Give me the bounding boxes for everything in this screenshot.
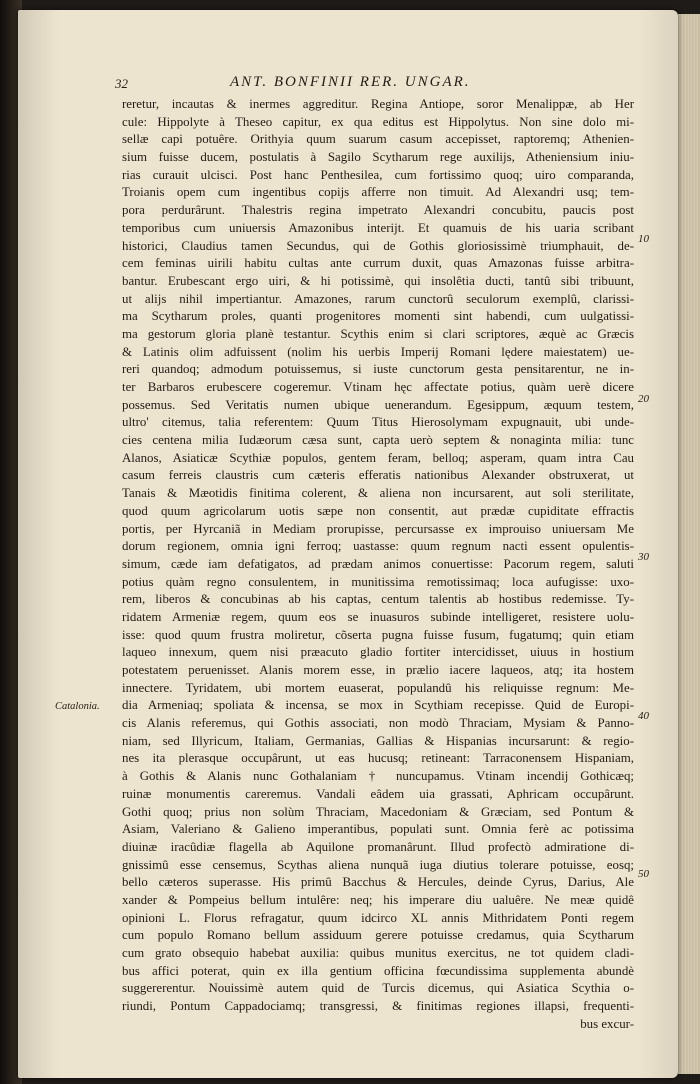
text-line: ruinæ monumentis careremus. Vandali eâdem uia grassati, Aphricam occupârunt.	[122, 786, 634, 801]
text-line: Asiam, Valeriano & Galieno imperantibus, populati sunt. Omnia ferè ac potissima	[122, 822, 634, 837]
text-line: niam, sed Illyricum, Italiam, Germanias, Gallias & Hispanias incursarunt: & regio-	[122, 733, 634, 748]
text-line: dorum regionem, omnia igni ferroq; uastasse: quum regnum nacti essent opulentis-	[122, 539, 634, 554]
text-line: cum grato obsequio habebat auxilia: quibus munitus exercitus, ne tot quidem cladi-	[122, 946, 634, 960]
text-line: opinioni L. Florus refragatur, quum idcirco XL annis Mithridatem Ponti regem	[122, 910, 634, 925]
margin-line-number: 40	[638, 710, 649, 722]
text-line: à Gothis & Alanis nunc Gothalaniam † nuncupamus. Vtinam incendij Gothicæq;	[122, 769, 634, 784]
text-line: portis, per Hyrcaniã in Mediam prorupisse, percursasse ex improuiso uniuersam Me	[122, 521, 634, 536]
margin-line-number: 30	[638, 551, 649, 563]
text-line: quod quum agricolarum uotis sæpe non consentit, aut prædæ cupiditate effractis	[122, 503, 634, 518]
margin-line-number: 50	[638, 868, 649, 880]
text-line: potius quàm regno consulentem, in munitissima remotissimaq; loca aufugisse: uxo-	[122, 574, 634, 589]
text-line: cis Alanis referemus, qui Gothis associati, non modò Thraciam, Mysiam & Panno-	[122, 716, 634, 731]
text-line: Gothi quoq; prius non solùm Thraciam, Macedoniam & Græciam, sed Pontum &	[122, 804, 634, 819]
text-line: dia Armeniaq; spoliata & incensa, se mox in Scythiam recepisse. Quid de Europi-	[122, 698, 634, 713]
text-line: bantur. Erubescant ergo uiri, & hi potissimè, qui insolêtia ducti, tantû sibi tribuunt,	[122, 273, 634, 288]
text-line: potestatem peruenisset. Alanis morem esse, in prælio iacere laqueos, atq; ita hostem	[122, 663, 634, 677]
margin-note-catalonia: Catalonia.	[55, 701, 100, 712]
text-line: reri quandoq; admodum potuissemus, si iuste cunctorum gesta pensitarentur, ne in-	[122, 362, 634, 377]
text-line: isse: quod quum frustra moliretur, cõserta pugna fuisse fusum, fugatumq; quin etiam	[122, 627, 634, 642]
text-line: rem, liberos & concubinas ab his captas, centum talentis ab hostibus redemisse. Ty-	[122, 592, 634, 607]
text-line: cum populo Romano bellum assiduum gerere potuisse credamus, quia Scytharum	[122, 928, 634, 943]
text-line: rias curauit ulcisci. Post hanc Penthesilea, cum fortissimo quoq; uiro comparanda,	[122, 167, 634, 182]
page-header	[18, 76, 678, 96]
text-line: ter Barbaros erubescere cogeremur. Vtinam hęc affectate potius, quàm uerè dicere	[122, 380, 634, 394]
body-text	[122, 96, 634, 1033]
text-line: cule: Hippolyte à Theseo capitur, ex qua editus est Hippolytus. Non sine dolo mi-	[122, 114, 634, 129]
text-line: simum, cæde iam defatigatos, ad prædam animos conuertisse: Pacorum regem, saluti	[122, 556, 634, 571]
text-line: & Latinis olim adfuissent (nolim his uerbis Imperij Romani lędere maiestatem) ue-	[122, 344, 634, 359]
margin-line-number: 20	[638, 393, 649, 405]
text-line: casum ferreis claustris cum cæteris efferatis nationibus Alexander obstruxerat, ut	[122, 468, 634, 483]
text-line: gnissimû esse censemus, Scythas aliena nunquã iuga diutius tolerare potuisse, eosq;	[122, 857, 634, 872]
text-line: laqueo innexum, quem nisi præacuto gladio fortiter intercidisset, uiuus in hostium	[122, 645, 634, 660]
text-line: ut alijs nihil impertiantur. Amazones, rarum cunctorû seculorum exemplû, clarissi-	[122, 291, 634, 306]
printed-page	[18, 10, 678, 1078]
text-line: ma Scytharum proles, quanti progenitores momenti sint habendi, cum uulgatissi-	[122, 309, 634, 324]
text-line: sellæ capi potuêre. Orithyia quum suarum casum accepisset, raptoremq; Athenien-	[122, 132, 634, 147]
text-line: pora perdurârunt. Thalestris regina impetrato Alexandri concubitu, paucis post	[122, 203, 634, 218]
text-line: Tanais & Mæotidis finitima colerent, & aliena non incursarent, aut soli sterilitate,	[122, 486, 634, 501]
text-line: sium fuisse ducem, postulatis à Sagilo Scytharum rege auxilijs, Atheniensium iniu-	[122, 150, 634, 165]
text-line: reretur, incautas & inermes aggreditur. Regina Antiope, soror Menalippæ, ab Her	[122, 97, 634, 111]
running-head: ANT. BONFINII RER. UNGAR.	[230, 74, 471, 90]
text-line: suggererentur. Nouissimè autem quid de Turcis dicemus, qui Asiatica Scythia o-	[122, 981, 634, 996]
text-line: bus affici poterat, quin ex illa gentium officina fœcundissima supplementa abundè	[122, 963, 634, 978]
page-edges	[678, 14, 700, 1074]
text-line: possemus. Sed Veritatis numen ubique uenerandum. Egesippum, æquum testem,	[122, 397, 634, 412]
text-line: ridatem Armeniæ regem, quum eos se inuasuros subinde intelligeret, resistere uolu-	[122, 609, 634, 624]
text-line: ultro' citemus, talia referentem: Quum Titus Hierosolymam expugnauit, ubi unde-	[122, 415, 634, 430]
text-line: Alanos, Asiaticæ Scythiæ populos, gentem feram, belloq; asperam, quam intra Cau	[122, 450, 634, 465]
text-line: temporibus cum uniuersis Amazonibus interijt. Et quamuis de his uaria scribant	[122, 220, 634, 235]
text-line: cies centena milia Iudæorum cæsa sunt, capta uerò septem & nonaginta milia: tunc	[122, 433, 634, 448]
text-line: diuinæ iracûdiæ flagella ab Aquilone promanârunt. Illud profectò admiratione di-	[122, 839, 634, 854]
text-line: bello cæteros superasse. His primû Bacchus & Hercules, deinde Cyrus, Darius, Ale	[122, 875, 634, 890]
folio-number: 32	[115, 76, 128, 91]
margin-line-number: 10	[638, 233, 649, 245]
text-line: riundi, Pontum Cappadociamq; transgressi, & finitimas regiones illapsi, frequenti-	[122, 999, 634, 1014]
text-line: historici, Claudius tamen Secundus, qui de Gothis gloriosissimè triumphauit, de-	[122, 238, 634, 253]
text-line: nes ita plerasque occupârunt, ut eas hucusq; retineant: Tarraconensem Hispaniam,	[122, 751, 634, 766]
text-line: cem feminas uirili habitu cultas ante currum duxit, quas Amazonas fuisse arbitra-	[122, 256, 634, 271]
text-line: ma gestorum gloria planè testantur. Scythis enim si clari scriptores, æquè ac Græcis	[122, 326, 634, 341]
text-line: bus excur-	[580, 1016, 634, 1031]
text-line: innectere. Tyridatem, ubi mortem euaserat, populandû his reliquisse regnum: Me-	[122, 680, 634, 695]
text-line: Troianis opem cum ingentibus copijs afferre non timuit. Ad Alexandri usq; tem-	[122, 185, 634, 200]
text-line: xander & Pompeius bellum intulêre: neq; his imperare diu ualuêre. Ne meæ quidê	[122, 892, 634, 907]
